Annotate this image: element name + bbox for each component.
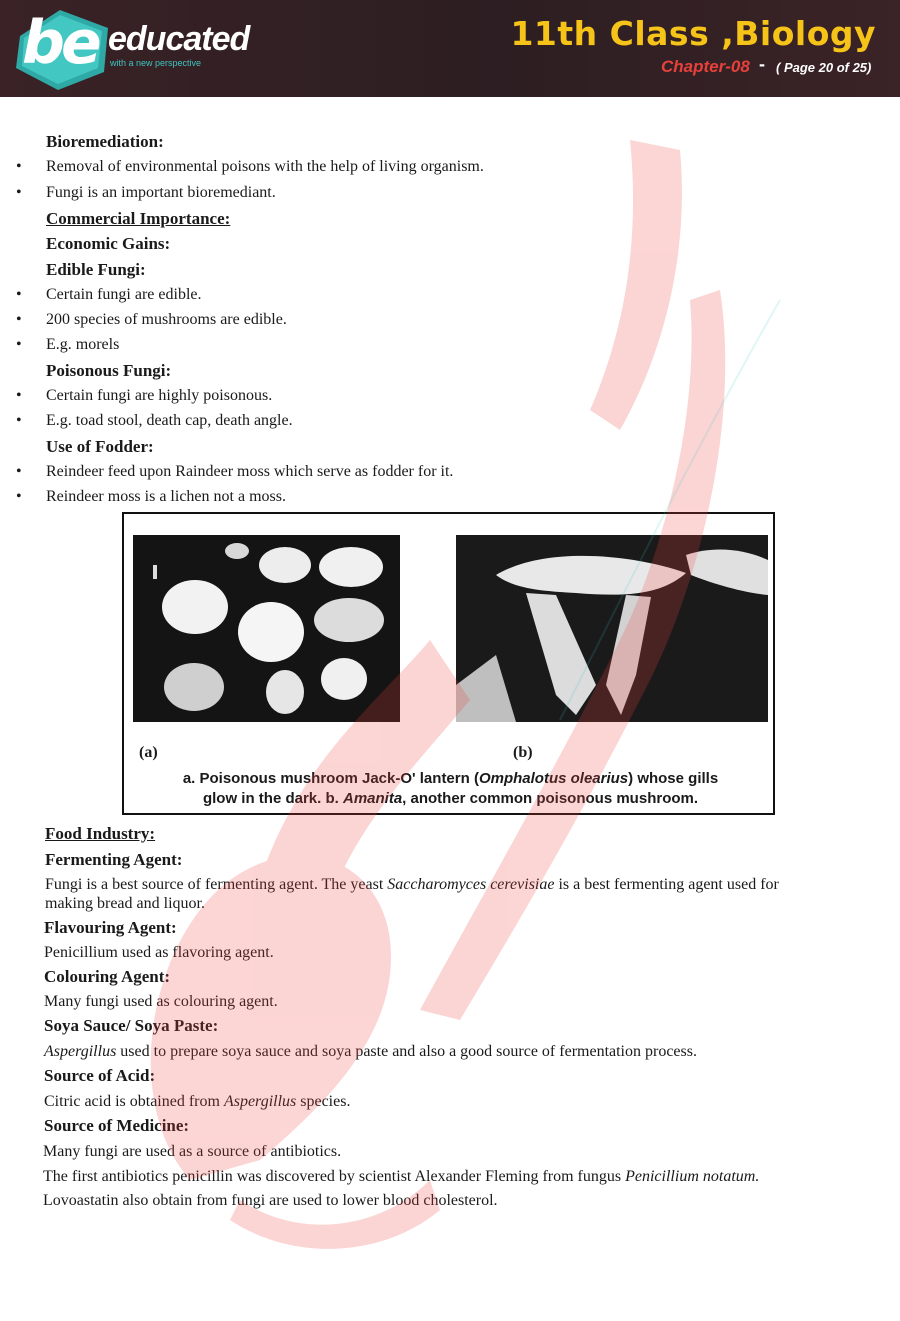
mushroom-figure xyxy=(122,512,775,815)
heading-source-of-medicine: Source of Medicine: xyxy=(44,1116,190,1135)
paragraph-line xyxy=(45,876,779,894)
heading-bioremediation: Bioremediation: xyxy=(46,132,164,151)
header-separator: - xyxy=(759,54,765,74)
list-item: Removal of environmental poisons with the help of living organism. xyxy=(46,158,484,175)
paragraph-text: used to prepare soya sauce and soya paste and also a good source of fermentation process. xyxy=(116,1043,697,1060)
paragraph-text: Citric acid is obtained from xyxy=(44,1093,224,1110)
caption-text: ) whose gills xyxy=(628,770,719,787)
heading-food-industry: Food Industry: xyxy=(45,824,156,843)
paragraph-line: Lovoastatin also obtain from fungi are used to lower blood cholesterol. xyxy=(43,1192,498,1209)
heading-source-of-acid: Source of Acid: xyxy=(44,1066,156,1085)
figure-caption xyxy=(144,769,757,809)
bullet-icon: • xyxy=(16,158,22,175)
paragraph-line: Many fungi used as colouring agent. xyxy=(44,993,278,1010)
paragraph-text: Fungi is a best source of fermenting agent. The yeast xyxy=(45,876,388,893)
bullet-icon: • xyxy=(16,488,22,505)
list-item: E.g. morels xyxy=(46,336,120,353)
species-name: Penicillium notatum. xyxy=(625,1168,760,1185)
bullet-icon: • xyxy=(16,336,22,353)
list-item: Certain fungi are highly poisonous. xyxy=(46,387,273,404)
paragraph-line xyxy=(44,1093,350,1111)
bullet-icon: • xyxy=(16,463,22,480)
heading-use-of-fodder: Use of Fodder: xyxy=(46,437,154,456)
heading-poisonous-fungi: Poisonous Fungi: xyxy=(46,361,172,380)
bullet-icon: • xyxy=(16,387,22,404)
photo-jack-o-lantern xyxy=(133,535,400,722)
bullet-icon: • xyxy=(16,184,22,201)
heading-fermenting-agent: Fermenting Agent: xyxy=(45,850,183,869)
list-item: Reindeer feed upon Raindeer moss which serve as fodder for it. xyxy=(46,463,454,480)
heading-soya-sauce: Soya Sauce/ Soya Paste: xyxy=(44,1016,219,1035)
list-item: 200 species of mushrooms are edible. xyxy=(46,311,287,328)
heading-commercial-importance: Commercial Importance: xyxy=(46,209,231,228)
caption-text: a. Poisonous mushroom Jack-O' lantern ( xyxy=(182,770,479,787)
paragraph-text: The first antibiotics penicillin was discovered by scientist Alexander Fleming from fungus xyxy=(43,1168,626,1185)
bullet-icon: • xyxy=(16,311,22,328)
heading-flavouring-agent: Flavouring Agent: xyxy=(44,918,177,937)
logo-be-text: be xyxy=(22,8,98,78)
paragraph-text: species. xyxy=(296,1093,351,1110)
paragraph-line: Many fungi are used as a source of antibiotics. xyxy=(43,1143,342,1160)
list-item: Fungi is an important bioremediant. xyxy=(46,184,276,201)
logo-tagline: with a new perspective xyxy=(110,58,202,68)
caption-text: glow in the dark. b. xyxy=(202,790,343,807)
caption-species: Omphalotus olearius xyxy=(478,770,629,787)
paragraph-line: making bread and liquor. xyxy=(45,895,205,912)
paragraph-line xyxy=(43,1168,759,1186)
list-item: E.g. toad stool, death cap, death angle. xyxy=(46,412,293,429)
paragraph-line: Penicillium used as flavoring agent. xyxy=(44,944,274,961)
bullet-icon: • xyxy=(16,286,22,303)
chapter-label: Chapter-08 xyxy=(661,57,750,76)
list-item: Reindeer moss is a lichen not a moss. xyxy=(46,488,286,505)
figure-label-b: (b) xyxy=(513,744,533,761)
caption-species: Amanita xyxy=(342,790,403,807)
logo-educated-text: educated xyxy=(108,20,250,58)
amanita-mushroom-image xyxy=(456,535,768,722)
figure-label-a: (a) xyxy=(139,744,158,761)
page-indicator: ( Page 20 of 25) xyxy=(776,60,872,75)
photo-amanita xyxy=(456,535,768,722)
species-name: Saccharomyces cerevisiae xyxy=(387,876,555,893)
paragraph-text: is a best fermenting agent used for xyxy=(554,876,779,893)
list-item: Certain fungi are edible. xyxy=(46,286,202,303)
mushroom-cluster-image xyxy=(133,535,400,722)
heading-colouring-agent: Colouring Agent: xyxy=(44,967,171,986)
caption-text: , another common poisonous mushroom. xyxy=(402,790,699,807)
paragraph-line xyxy=(44,1043,697,1061)
heading-edible-fungi: Edible Fungi: xyxy=(46,260,146,279)
heading-economic-gains: Economic Gains: xyxy=(46,234,171,253)
page-title: 11th Class ,Biology xyxy=(510,14,876,53)
bullet-icon: • xyxy=(16,412,22,429)
species-name: Aspergillus xyxy=(44,1043,117,1060)
species-name: Aspergillus xyxy=(223,1093,297,1110)
page-header xyxy=(0,0,900,97)
logo xyxy=(12,6,250,92)
